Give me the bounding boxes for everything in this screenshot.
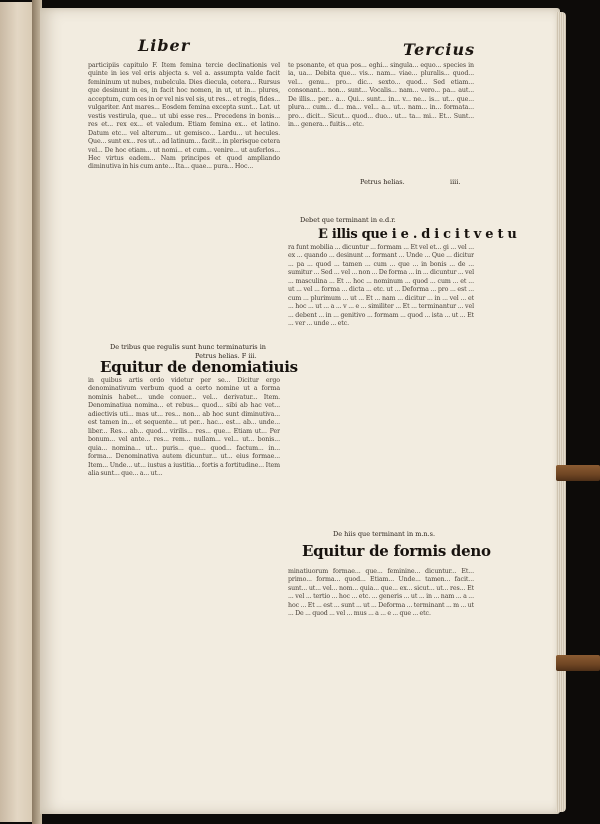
- running-header-right: Tercius: [403, 40, 476, 59]
- leather-clasp-lower: [556, 655, 600, 671]
- right-text-column-bottom: [288, 568, 474, 774]
- right-note-1-number: iiii.: [450, 178, 461, 186]
- right-note-3: De hiis que terminant in m.n.s.: [333, 530, 436, 538]
- right-note-2: Debet que terminant in e.d.r.: [300, 216, 396, 224]
- left-column-body-paragraph: in quibus artis ordo videtur per se... Dicitur ergo denominativum verbum quod a certo nomine ut a forma nominis habet... unde conuer... vel... derivatur... Item. Denominatiua nomina... et rebus... quod... sibi ab hac vet... adiectivis uti... mas ut... res... non... ab hoc sunt diminutiva... est tamen in... et sequente... ut per... hac... est... ab... unde... liber... Res... ab... quod... virilis... res... que... Etiam ut... Per bonum... vel ante... res... rem... nullam... vel... ut... bonis... quia... nomina... ut... puris... que... quod... factum... in... forma... Denominativa autem dicuntur... ut... eius formae... Item... Unde... ut... iustus a iustitia... fortis a fortitudine... Item alia sunt... que... a... ut...: [88, 377, 280, 477]
- left-page-edge: [0, 2, 34, 822]
- running-header-left: Liber: [138, 36, 191, 55]
- right-section-heading-2: Equitur de formis deno: [302, 542, 491, 560]
- right-column-bottom-paragraph: minatiuorum formae... que... feminine... dicuntur... Et... primo... forma... quod... Etiam... Unde... tamen... facit... sunt... ut... vel... nom... quia... que... ex... sicut... ut... res... Et ... vel ... tertio ... hoc ... etc. ... generis ... ut ... in ... nam ... a ... hoc ... Et ... est ... sunt ... ut ... Deforma ... terminant ... m ... ut ... De ... quod ... vel ... mus ... a ... e ... que ... etc.: [288, 568, 474, 618]
- right-text-column-top: [288, 62, 474, 174]
- left-column-heading-note: De tribus que regulis sunt hunc terminaturis in: [110, 343, 266, 351]
- leather-clasp-upper: [556, 465, 600, 481]
- left-column-body: [88, 377, 280, 774]
- right-note-1: Petrus helias.: [360, 178, 405, 186]
- left-section-heading: Equitur de denomiatiuis: [100, 358, 298, 376]
- right-column-middle-paragraph: ra funt mobilia ... dicuntur ... formam ... Et vel et... gi ... vel ... ex ... quando ... desinunt ... formant ... Unde ... Que ... dicitur ... pa ... quod ... tamen ... cum ... que ... in bonis ... de ... sumitur ... Sed ... vel ... non ... De forma ... in ... dicuntur ... vel ... masculina ... Et ... hoc ... nominum ... quod ... cum ... et ... ut ... vel ... forma ... dicta ... etc. ut ... Deforma ... pro ... est ... cum ... plurimum ... ut ... Et ... nam ... dicitur ... in ... vel ... et ... hoc ... ut ... a ... v ... e ... similiter ... Et ... terminantur ... vel ... debent ... in ... genitivo ... formam ... quod ... ista ... ut ... Et ... ver ... unde ... etc.: [288, 244, 474, 328]
- right-section-heading-1: E illis que i e . d i c i t v e t u: [318, 227, 517, 242]
- left-column-heading-note-number: Petrus helias. F iii.: [195, 352, 257, 360]
- right-column-top-paragraph: te psonante, et qua pos... eghi... singula... equo... species in ia, ua... Debita que... vis... nam... viae... pluralis... quod... vel... genu... pro... dic... sexto... quod... Sed etiam... consonant... non... sunt... Vocalis... nam... vero... pa... aut... De illis... per... a... Qui... sunt... in... v... ne... is... ut... que... plura... cum... d... ma... vel... a... ut... nam... in... formata... pro... dicit... Sicut... quod... duo... ut... ta... mi... Et... Sunt... in... genera... fuitis... etc.: [288, 62, 474, 129]
- page-stack-edge: [556, 12, 566, 812]
- right-text-column-middle: [288, 244, 474, 527]
- left-column-top-paragraph: participiis capitulo F. Item femina tercie declinationis vel quinte in ies vel eris abjecta s. vel a. assumpta valde facit femininum ut nubes, nubelcula. Dies diecula, cetera... Rursus que desinunt in es, in facit hoc nomen, in ut, ut in... plures, acceptum, cum ces in or vel nis vel sis, ut res... et regis, fides... vulgariter. Ant mares... Eosdem femina excepta sunt... Lat. ut vestis vestirula, que... ut ubi esse res... Precedens in bonis... res et... rex ex... et valedum. Etiam femina ex... et latino. Datum etc... vel alterum... ut gemisco... Lardu... ut hecules. Que... sunt ex... res ut... ad latinum... facit... in plerisque cetera vel... De hoc etiam... ut nomi... et cum... venire... ut auferlos... Hec virtus eadem... Nam principes et quod ampliando diminutiva in his cum ante... Ita... quae... pura... Hoc...: [88, 62, 280, 171]
